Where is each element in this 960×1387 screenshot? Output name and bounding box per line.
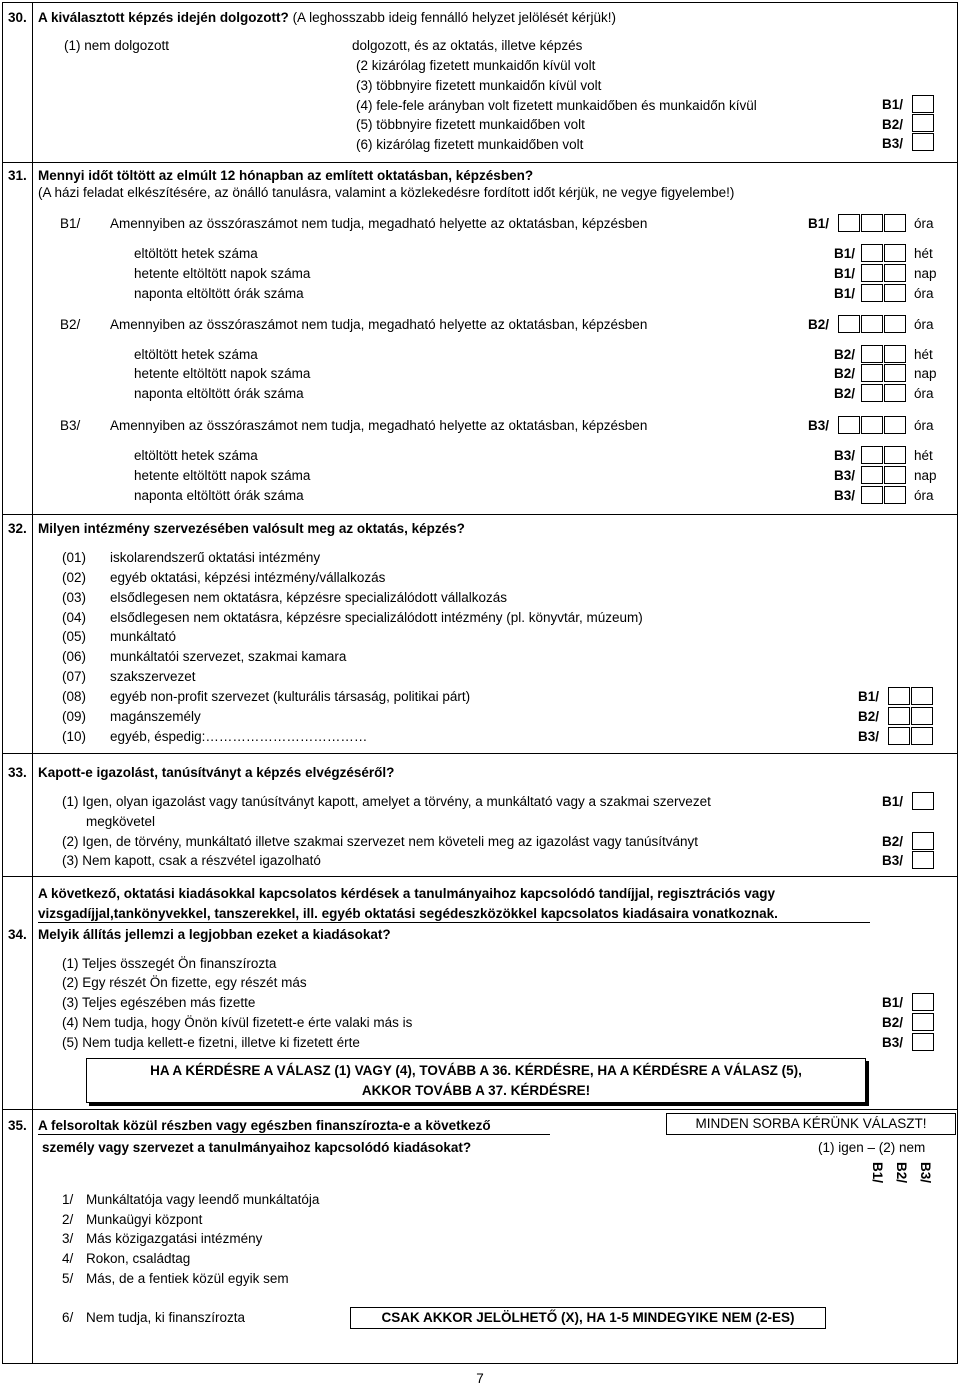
- column-header: B2/: [894, 1162, 909, 1184]
- code-label: B3/: [834, 448, 856, 463]
- answer-box[interactable]: [861, 214, 883, 232]
- unit-label: óra: [914, 386, 934, 401]
- code-label: B3/: [834, 488, 856, 503]
- option-text: munkáltató: [110, 629, 177, 644]
- item-number: 1/: [62, 1192, 74, 1207]
- option-text: iskolarendszerű oktatási intézmény: [110, 550, 321, 565]
- code-label: B2/: [882, 1015, 904, 1030]
- answer-legend: (1) igen – (2) nem: [818, 1140, 926, 1155]
- answer-box[interactable]: [884, 244, 906, 262]
- question-title: Melyik állítás jellemzi a legjobban ezeket a kiadásokat?: [38, 927, 391, 942]
- option-text: egyéb oktatási, képzési intézmény/vállalkozás: [110, 570, 386, 585]
- sub-weeks: eltöltött hetek száma: [134, 347, 258, 362]
- answer-box[interactable]: [861, 315, 883, 333]
- code-label: B1/: [808, 216, 830, 231]
- answer-box[interactable]: [884, 384, 906, 402]
- answer-box[interactable]: [884, 486, 906, 504]
- unit-label: óra: [914, 286, 934, 301]
- column-header: B1/: [870, 1162, 885, 1184]
- title-underline: [38, 1134, 550, 1135]
- intro-underline: [38, 922, 870, 923]
- code-label: B1/: [882, 97, 904, 112]
- unit-label: hét: [914, 246, 933, 261]
- page-number: 7: [476, 1371, 484, 1386]
- answer-box[interactable]: [861, 345, 883, 363]
- answer-box[interactable]: [838, 315, 860, 333]
- question-title-line2: személy vagy szervezet a tanulmányaihoz kapcsolódó kiadásokat?: [42, 1140, 472, 1155]
- answer-box[interactable]: [884, 315, 906, 333]
- code-label: B1/: [882, 995, 904, 1010]
- answer-box[interactable]: [912, 95, 934, 113]
- option-number: (06): [62, 649, 87, 664]
- block-code: B2/: [60, 317, 81, 332]
- sub-hours: naponta eltöltött órák száma: [134, 386, 304, 401]
- unit-label: óra: [914, 488, 934, 503]
- block-code: B3/: [60, 418, 81, 433]
- question-number: 30.: [8, 10, 27, 25]
- answer-box[interactable]: [912, 851, 934, 869]
- divider-q34-q35: [2, 1109, 958, 1110]
- code-label: B2/: [834, 366, 856, 381]
- option-1-continued: megkövetel: [86, 814, 156, 829]
- code-label: B3/: [882, 136, 904, 151]
- divider-q32-q33: [2, 753, 958, 754]
- option-2: (2) Egy részét Ön fizette, egy részét más: [62, 975, 307, 990]
- code-label: B1/: [834, 286, 856, 301]
- code-label: B1/: [834, 266, 856, 281]
- question-title: Kapott-e igazolást, tanúsítványt a képzés elvégzéséről?: [38, 765, 395, 780]
- code-label: B1/: [834, 246, 856, 261]
- answer-box[interactable]: [911, 687, 933, 705]
- code-label: B2/: [882, 117, 904, 132]
- option-5: (5) többnyire fizetett munkaidőben volt: [356, 117, 585, 132]
- block-main-text: Amennyiben az összóraszámot nem tudja, megadható helyette az oktatásban, képzésben: [110, 216, 648, 231]
- option-number: (03): [62, 590, 87, 605]
- option-number: (07): [62, 669, 87, 684]
- intro-text-line1: A következő, oktatási kiadásokkal kapcsolatos kérdések a tanulmányaihoz kapcsolódó tandíjjal, regisztrációs vagy: [38, 886, 776, 901]
- option-4: (4) Nem tudja, hogy Önön kívül fizetett-e érte valaki más is: [62, 1015, 413, 1030]
- intro-text-line2: vizsgadíjjal,tankönyvekkel, tanszerekkel, ill. egyéb oktatási segédeszközökkel kapcsolatos kiadásaira vonatkoznak.: [38, 906, 778, 921]
- answer-box[interactable]: [888, 687, 910, 705]
- question-title-line1: A felsoroltak közül részben vagy egészben finanszírozta-e a következő: [38, 1118, 491, 1133]
- answer-box[interactable]: [884, 264, 906, 282]
- code-label: B1/: [882, 794, 904, 809]
- question-number: 34.: [8, 927, 27, 942]
- answer-box[interactable]: [884, 364, 906, 382]
- divider-q31-q32: [2, 514, 958, 515]
- option-text: szakszervezet: [110, 669, 196, 684]
- option-2: (2) Igen, de törvény, munkáltató illetve szakmai szervezet nem követeli meg az igazolást vagy tanúsítványt: [62, 834, 699, 849]
- question-number: 33.: [8, 765, 27, 780]
- option-3: (3) többnyire fizetett munkaidőn kívül volt: [356, 78, 602, 93]
- answer-box[interactable]: [861, 486, 883, 504]
- code-label: B2/: [882, 834, 904, 849]
- block-main-text: Amennyiben az összóraszámot nem tudja, megadható helyette az oktatásban, képzésben: [110, 317, 648, 332]
- question-title: Milyen intézmény szervezésében valósult meg az oktatás, képzés?: [38, 521, 465, 536]
- answer-box[interactable]: [884, 466, 906, 484]
- item-number: 4/: [62, 1251, 74, 1266]
- option-number: (09): [62, 709, 87, 724]
- divider-q33-intro: [2, 876, 958, 877]
- option-1: (1) Teljes összegét Ön finanszírozta: [62, 956, 277, 971]
- block-code: B1/: [60, 216, 81, 231]
- sub-hours: naponta eltöltött órák száma: [134, 488, 304, 503]
- option-not-worked: (1) nem dolgozott: [64, 38, 170, 53]
- option-number: (08): [62, 689, 87, 704]
- answer-box[interactable]: [861, 466, 883, 484]
- option-text: elsődlegesen nem oktatásra, képzésre specializálódott intézmény (pl. könyvtár, múzeum): [110, 610, 643, 625]
- item-text: Munkaügyi központ: [86, 1212, 203, 1227]
- item-text: Munkáltatója vagy leendő munkáltatója: [86, 1192, 320, 1207]
- item-number: 3/: [62, 1231, 74, 1246]
- code-label: B2/: [808, 317, 830, 332]
- answer-box[interactable]: [912, 133, 934, 151]
- block-main-text: Amennyiben az összóraszámot nem tudja, megadható helyette az oktatásban, képzésben: [110, 418, 648, 433]
- option-3: (3) Teljes egészében más fizette: [62, 995, 256, 1010]
- answer-box[interactable]: [912, 1033, 934, 1051]
- question-number: 31.: [8, 168, 27, 183]
- sub-weeks: eltöltött hetek száma: [134, 246, 258, 261]
- item-text: Nem tudja, ki finanszírozta: [86, 1310, 246, 1325]
- answer-box[interactable]: [912, 1013, 934, 1031]
- answer-box[interactable]: [861, 284, 883, 302]
- unit-label: nap: [914, 366, 937, 381]
- unit-label: óra: [914, 418, 934, 433]
- code-label: B2/: [834, 386, 856, 401]
- sub-days: hetente eltöltött napok száma: [134, 266, 311, 281]
- code-label: B2/: [834, 347, 856, 362]
- answer-box[interactable]: [884, 416, 906, 434]
- option-text: magánszemély: [110, 709, 201, 724]
- question-title: A kiválasztott képzés idején dolgozott?: [38, 10, 289, 25]
- answer-box[interactable]: [912, 114, 934, 132]
- question-note: (A házi feladat elkészítésére, az önálló tanulásra, valamint a közlekedésre fordított időt kérjük, ne vegye figyelembe!): [38, 185, 735, 200]
- answer-box[interactable]: [884, 284, 906, 302]
- unit-label: nap: [914, 468, 937, 483]
- code-label: B1/: [858, 689, 880, 704]
- option-text: munkáltatói szervezet, szakmai kamara: [110, 649, 347, 664]
- item-number: 5/: [62, 1271, 74, 1286]
- option-number: (10): [62, 729, 87, 744]
- answer-box[interactable]: [911, 727, 933, 745]
- unit-label: hét: [914, 448, 933, 463]
- answer-box[interactable]: [884, 214, 906, 232]
- answer-box[interactable]: [838, 416, 860, 434]
- question-title: Mennyi időt töltött az elmúlt 12 hónapban az említett oktatásban, képzésben?: [38, 168, 534, 183]
- code-label: B3/: [882, 853, 904, 868]
- option-number: (01): [62, 550, 87, 565]
- item-number: 6/: [62, 1310, 74, 1325]
- routing-instruction-line1: HA A KÉRDÉSRE A VÁLASZ (1) VAGY (4), TOVÁBB A 36. KÉRDÉSRE, HA A KÉRDÉSRE A VÁLASZ (5),: [150, 1063, 802, 1078]
- option-number: (05): [62, 629, 87, 644]
- item-text: Más, de a fentiek közül egyik sem: [86, 1271, 289, 1286]
- column-header: B3/: [918, 1162, 933, 1184]
- option-2: (2 kizárólag fizetett munkaidőn kívül volt: [356, 58, 596, 73]
- sub-weeks: eltöltött hetek száma: [134, 448, 258, 463]
- answer-box[interactable]: [884, 345, 906, 363]
- answer-box[interactable]: [861, 244, 883, 262]
- option-6: (6) kizárólag fizetett munkaidőben volt: [356, 137, 584, 152]
- answer-box[interactable]: [861, 264, 883, 282]
- option-group-heading: dolgozott, és az oktatás, illetve képzés: [352, 38, 583, 53]
- question-note: (A leghosszabb ideig fennálló helyzet jelölését kérjük!): [292, 10, 617, 25]
- answer-box[interactable]: [884, 446, 906, 464]
- sub-days: hetente eltöltött napok száma: [134, 366, 311, 381]
- answer-box[interactable]: [861, 416, 883, 434]
- item-text: Rokon, családtag: [86, 1251, 191, 1266]
- item-number: 2/: [62, 1212, 74, 1227]
- option-text: egyéb, éspedig:………………………………: [110, 729, 368, 744]
- option-1: (1) Igen, olyan igazolást vagy tanúsítványt kapott, amelyet a törvény, a munkáltató vagy a szakmai szervezet: [62, 794, 711, 809]
- answer-box[interactable]: [861, 364, 883, 382]
- must-answer-text: MINDEN SORBA KÉRÜNK VÁLASZT!: [695, 1116, 927, 1131]
- option-5: (5) Nem tudja kellett-e fizetni, illetve ki fizetett érte: [62, 1035, 360, 1050]
- answer-box[interactable]: [888, 727, 910, 745]
- answer-box[interactable]: [838, 214, 860, 232]
- unit-label: nap: [914, 266, 937, 281]
- routing-instruction-line2: AKKOR TOVÁBB A 37. KÉRDÉSRE!: [361, 1083, 591, 1098]
- option-text: egyéb non-profit szervezet (kulturális társaság, politikai párt): [110, 689, 471, 704]
- option-3: (3) Nem kapott, csak a részvétel igazolható: [62, 853, 321, 868]
- item-text: Más közigazgatási intézmény: [86, 1231, 263, 1246]
- answer-box[interactable]: [861, 384, 883, 402]
- question-number: 32.: [8, 521, 27, 536]
- code-label: B3/: [808, 418, 830, 433]
- answer-box[interactable]: [912, 792, 934, 810]
- unit-label: hét: [914, 347, 933, 362]
- option-number: (02): [62, 570, 87, 585]
- code-label: B3/: [858, 729, 880, 744]
- question-30-heading: [38, 10, 616, 26]
- option-text: elsődlegesen nem oktatásra, képzésre specializálódott vállalkozás: [110, 590, 507, 605]
- item6-note: CSAK AKKOR JELÖLHETŐ (X), HA 1-5 MINDEGYIKE NEM (2-ES): [381, 1310, 795, 1325]
- unit-label: óra: [914, 216, 934, 231]
- number-column-divider: [32, 2, 33, 1364]
- question-number: 35.: [8, 1118, 27, 1133]
- answer-box[interactable]: [888, 707, 910, 725]
- sub-hours: naponta eltöltött órák száma: [134, 286, 304, 301]
- option-4: (4) fele-fele arányban volt fizetett munkaidőben és munkaidőn kívül: [356, 98, 757, 113]
- unit-label: óra: [914, 317, 934, 332]
- answer-box[interactable]: [912, 993, 934, 1011]
- divider-q30-q31: [2, 162, 958, 163]
- code-label: B3/: [882, 1035, 904, 1050]
- answer-box[interactable]: [911, 707, 933, 725]
- option-number: (04): [62, 610, 87, 625]
- answer-box[interactable]: [861, 446, 883, 464]
- code-label: B3/: [834, 468, 856, 483]
- answer-box[interactable]: [912, 832, 934, 850]
- code-label: B2/: [858, 709, 880, 724]
- sub-days: hetente eltöltött napok száma: [134, 468, 311, 483]
